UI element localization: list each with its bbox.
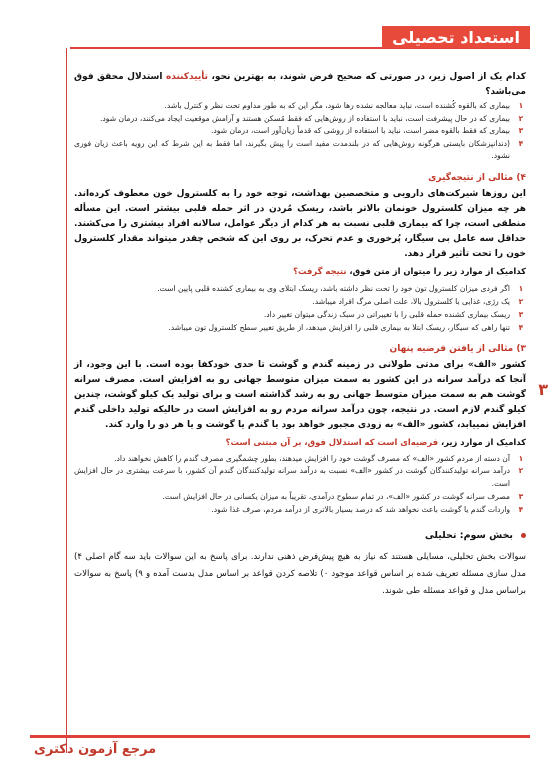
- main-content: [74, 70, 526, 600]
- option-item: ۲ درآمد سرانه تولیدکنندگان گوشت در کشور «الف» نسبت به درآمد سرانه تولیدکنندگان گندم آن کشور، با سرعت بیشتری در حال افزایش است.: [74, 466, 524, 488]
- option-item: ۱ بیماری که بالقوه کُشنده است، نباید معالجه نشده رها شود، مگر این که به طور مداوم تحت نظر و کنترل باشد.: [164, 101, 524, 110]
- option-item: ۴ (دندانپزشکان بایستی هرگونه روش‌هایی که در بلندمدت مفید است را پیش بگیرند، اما فقط به این شرط که این رویه باعث زیان فوری نشود.: [74, 138, 524, 160]
- intro-options: [74, 100, 526, 163]
- section3-question: کدامیک از موارد زیر، فرضیه‌ای است که استدلال فوق، بر آن مبتنی است؟: [225, 436, 526, 447]
- intro-question: کدام یک از اصول زیر، در صورتی که صحیح فرض شوند، به بهترین نحو، تأییدکننده استدلال محقق فوق می‌باشد؟: [74, 72, 527, 97]
- header-title: استعداد تحصیلی: [382, 26, 530, 48]
- bullet-icon: [521, 533, 526, 538]
- option-item: ۲ یک رژی، غذایی با کلسترول بالا، علت اصلی مرگ افراد میباشد.: [312, 296, 524, 306]
- option-item: ۴ تنها راهی که سیگار، ریسک ابتلا به بیماری قلبی را افزایش میدهد، از طریق تغییر سطح کلسترول تون میباشد.: [168, 322, 524, 332]
- option-item: ۳ بیماری که فقط بالقوه مضر است، نباید با استفاده از روشی که قدماً زیان‌آور است، درمان شود.: [210, 126, 524, 135]
- footer-rule: [30, 735, 530, 738]
- option-item: ۲ بیماری که در حال پیشرفت است، نباید با استفاده از روش‌هایی که فقط مُسکن هستند و آرامش موقعیت ایجاد می‌کنند، درمان شود.: [100, 113, 524, 123]
- section3-title: ۳) مثالی از یافتن فرضیه پنهان: [389, 343, 526, 354]
- section4-question: کدامیک از موارد زیر را میتوان از متن فوق، نتیجه گرفت؟: [293, 265, 526, 276]
- part3-title: بخش سوم: تحلیلی: [424, 530, 513, 541]
- option-item: ۴ واردات گندم یا گوشت باعث نخواهد شد که درصد بسیار بالاتری از درآمد مردم، صرف غذا شود.: [211, 505, 524, 514]
- option-item: ۱ آن دسته از مردم کشور «الف» که مصرف گوشت خود را افزایش میدهند، بطور چشمگیری مصرف گندم را کاهش نخواهند داد.: [114, 453, 524, 463]
- part3-heading: [74, 530, 526, 541]
- section3-paragraph: کشور «الف» برای مدتی طولانی در زمینه گندم و گوشت تا حدی خودکفا بوده است. با این وجود، از آنجا که درآمد سرانه در این کشور به سمت میزان متوسط جهانی رو به افزایش است. مصرف سرانه گوشت هم به سمت میزان متوسط جهانی رو به رشد گذاشته است و برای تولید یک کیلو گوشت، چندین کیلو گندم لازم است. در نتیجه، چون درآمد سرانه مردم رو به افزایش است در حالیکه تولید داخلی گندم افزایش نمییابد، کشور «الف» به زودی مجبور خواهد بود یا گندم یا گوشت و یا هر دو را وارد کند.: [74, 359, 526, 430]
- option-item: ۳ مصرف سرانه گوشت در کشور «الف»، در تمام سطوح درآمدی، تقریباً به میزان یکسانی در حال افزایش است.: [162, 492, 524, 501]
- part3-paragraph: سوالات بخش تحلیلی، مسایلی هستند که نیاز به هیچ پیش‌فرض ذهنی ندارند. برای پاسخ به این سوالات باید سه گام اصلی ۴) مدل سازی مسئله تعریف شده بر اساس قواعد موجود ۰) تلاصه کردن قواعد بر اساس مدل بدست آمده و ۹) پاسخ به سوالات براساس مدل و قواعد مسئله طی شوند.: [74, 552, 526, 596]
- option-item: ۱ اگر فردی میزان کلسترول تون خود را تحت نظر داشته باشد، ریسک ابتلای وی به بیماری کشنده قلبی پایین است.: [157, 283, 524, 293]
- section3-options: [74, 453, 526, 517]
- section4-paragraph: این روزها شیرکت‌های دارویی و متخصصین بهداشت، توجه خود را به کلسترول خون معطوف کرده‌اند. هر چه میزان کلسترول خونمان بالاتر باشد، ریسک مُردن در اثر حمله قلبی بیشتر است. این مسأله منطقی است، چرا که بیماری قلبی نسبت به هر کدام از دیگر عوامل، سالانه افراد بیشتری را می‌کشند. حداقل سه عامل بی سیگار، پُرخوری و عدم تحرک، بر روی این که شخص چقدر میتواند مقدار کلسترول خون را تحت تأثیر قرار دهد.: [74, 188, 526, 259]
- section4-title: ۴) مثالی از نتیجه‌گیری: [428, 172, 526, 183]
- margin-rule: [66, 48, 67, 753]
- page-number: ۳: [538, 380, 548, 399]
- option-item: ۳ ریسک بیماری کشنده حمله قلبی را با تغییراتی در سبک زندگی میتوان تغییر داد.: [263, 309, 524, 319]
- section4-options: [74, 282, 526, 334]
- footer-logo-text: مرجع آزمون دکتری: [34, 742, 157, 757]
